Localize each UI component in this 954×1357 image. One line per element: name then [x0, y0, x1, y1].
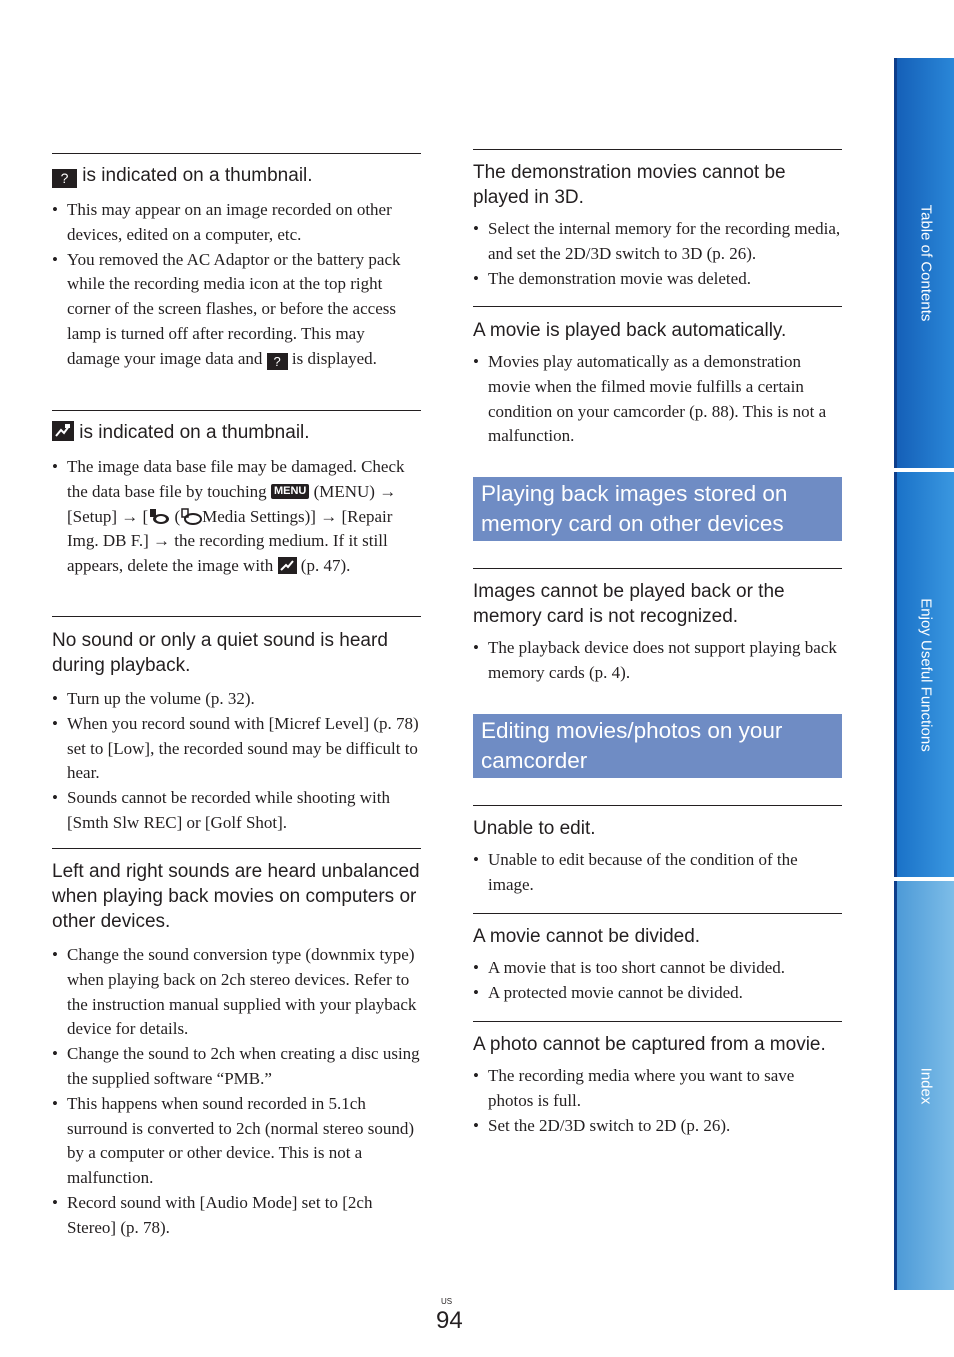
bullet-list [473, 350, 842, 449]
tab-table-of-contents[interactable] [894, 58, 954, 468]
list-item: • Turn up the volume (p. 32). [52, 687, 421, 712]
page-region: US [441, 1297, 453, 1306]
section-unable-edit [473, 805, 842, 898]
section-heading [52, 163, 421, 188]
section-heading: Images cannot be played back or the memory card is not recognized. [473, 581, 785, 627]
bullet-list [52, 455, 421, 579]
section-heading: A photo cannot be captured from a movie. [473, 1034, 826, 1055]
list-item: • You removed the AC Adaptor or the battery pack while the recording media icon at the top right corner of the screen flashes, or before the access lamp is turned off after recording. This may damage your image data and ? is displayed. [52, 248, 421, 372]
side-tabs [894, 58, 954, 1290]
bullet-list [473, 956, 842, 1006]
bullet-list [52, 198, 421, 372]
list-item: • A protected movie cannot be divided. [473, 981, 842, 1006]
media-settings-icon [148, 507, 170, 526]
bullet-list [473, 217, 842, 291]
section-heading [52, 420, 421, 445]
list-item: • The recording media where you want to save photos is full. [473, 1064, 842, 1114]
heading-text: is indicated on a thumbnail. [82, 165, 313, 186]
list-item: • This may appear on an image recorded on other devices, edited on a computer, etc. [52, 198, 421, 248]
list-item: • Unable to edit because of the condition of the image. [473, 848, 842, 898]
section-photo-capture [473, 1021, 842, 1138]
list-item: • Select the internal memory for the recording media, and set the 2D/3D switch to 3D (p. 26). [473, 217, 842, 267]
tab-label: Index [917, 1067, 934, 1104]
section-band-memory-card: Playing back images stored on memory card on other devices [473, 477, 842, 541]
list-item: • The demonstration movie was deleted. [473, 267, 842, 292]
list-item: • Change the sound conversion type (downmix type) when playing back on 2ch stereo devices. Refer to the instruction manual supplied with your playback device for details. [52, 943, 421, 1042]
section-heading: Left and right sounds are heard unbalanced when playing back movies on computers or other devices. [52, 861, 420, 932]
section-heading: Unable to edit. [473, 818, 596, 839]
section-heading: A movie cannot be divided. [473, 926, 701, 947]
question-mark-icon: ? [267, 353, 288, 370]
heading-text: is indicated on a thumbnail. [79, 422, 310, 443]
list-item: • When you record sound with [Micref Level] (p. 78) set to [Low], the recorded sound may be difficult to hear. [52, 712, 421, 786]
section-heading: No sound or only a quiet sound is heard during playback. [52, 630, 388, 676]
arrow-icon: → [121, 506, 139, 526]
question-mark-icon: ? [52, 169, 77, 188]
section-heading: The demonstration movies cannot be played in 3D. [473, 162, 786, 208]
tab-enjoy-useful-functions[interactable] [894, 472, 954, 877]
list-item: • Movies play automatically as a demonstration movie when the filmed movie fulfills a certain condition on your camcorder (p. 88). This is not a malfunction. [473, 350, 842, 449]
tab-index[interactable] [894, 881, 954, 1290]
menu-icon: MENU [271, 484, 309, 499]
section-demo-3d [473, 149, 842, 291]
bullet-list [473, 636, 842, 686]
section-damaged-thumbnail [52, 410, 421, 579]
section-auto-playback [473, 306, 842, 449]
bullet-list [473, 1064, 842, 1138]
broken-image-icon [52, 421, 74, 441]
bullet-list [473, 848, 842, 898]
list-item: • Set the 2D/3D switch to 2D (p. 26). [473, 1114, 842, 1139]
section-unbalanced-sound [52, 848, 421, 1241]
bullet-list [52, 943, 421, 1241]
list-item: • Sounds cannot be recorded while shooting with [Smth Slw REC] or [Golf Shot]. [52, 786, 421, 836]
list-item: • The image data base file may be damaged. Check the data base file by touching MENU (MENU) → [Setup] → [ ( Media Settings)] → [Repair Img. DB F.] → the recording medium. If it still appears, delete the image with (p. 47). [52, 455, 421, 579]
arrow-icon: → [379, 481, 397, 501]
list-item: • A movie that is too short cannot be divided. [473, 956, 842, 981]
list-item: • The playback device does not support playing back memory cards (p. 4). [473, 636, 842, 686]
list-item: • This happens when sound recorded in 5.1ch surround is converted to 2ch (normal stereo sound) by a computer or other device. This is not a malfunction. [52, 1092, 421, 1191]
section-card-not-recognized [473, 568, 842, 686]
bullet-list [52, 687, 421, 836]
section-quiet-sound [52, 616, 421, 836]
tab-label: Enjoy Useful Functions [917, 597, 934, 752]
arrow-icon: → [153, 531, 171, 551]
list-item: • Record sound with [Audio Mode] set to [2ch Stereo] (p. 78). [52, 1191, 421, 1241]
broken-image-icon [278, 557, 297, 574]
page-number: 94 [436, 1307, 463, 1334]
media-settings-icon [180, 507, 202, 526]
list-item: • Change the sound to 2ch when creating a disc using the supplied software “PMB.” [52, 1042, 421, 1092]
tab-label: Table of Contents [917, 204, 934, 322]
arrow-icon: → [320, 506, 338, 526]
section-unknown-thumbnail [52, 153, 421, 372]
section-band-editing: Editing movies/photos on your camcorder [473, 714, 842, 778]
section-heading: A movie is played back automatically. [473, 320, 787, 341]
section-cannot-divide [473, 913, 842, 1006]
